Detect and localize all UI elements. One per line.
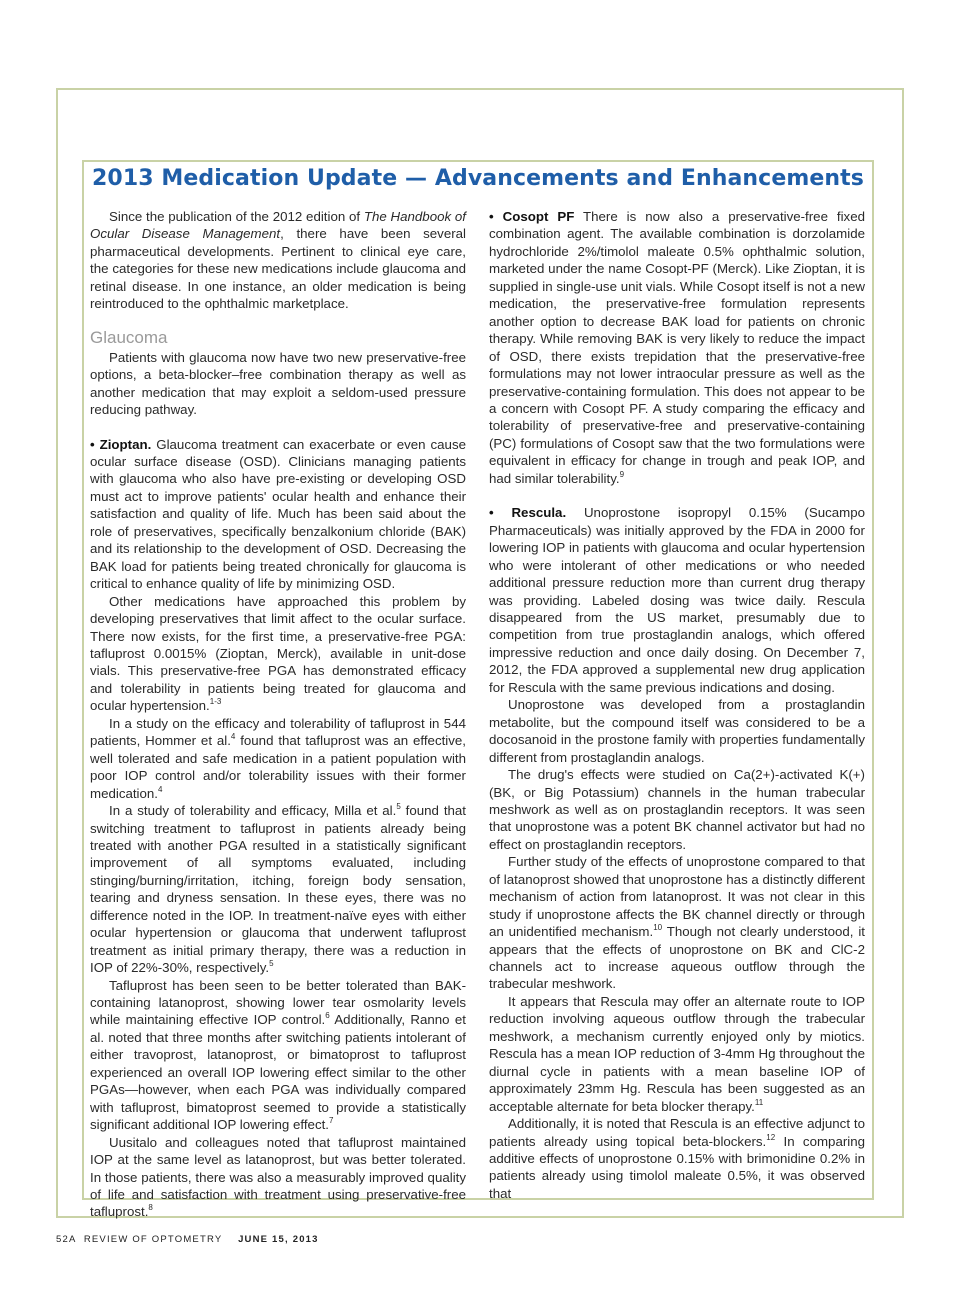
citation: 1-3 [209,697,222,707]
citation: 12 [766,1132,776,1142]
article-title: 2013 Medication Update — Advancements and Enhancements [92,166,864,191]
zioptan-paragraph-4: In a study of tolerability and efficacy, Milla et al.$^5$ found that switching treatment to tafluprost in patients already being treated with another PGA resulted in a statistically significant improvement of all symptoms evaluated, including stinging/burning/irritation, itching, foreign body sensation, tearing and dryness sensation. In these eyes, there was no difference noted in the IOP. In treatment-naïve eyes with either ocular hypertension or glaucoma that underwent tafluprost treatment as initial primary therapy, there was a reduction in IOP of 22%-30%, respectively.$^5$ [90,802,466,976]
page-number: 52A [56,1234,76,1245]
publication-name: REVIEW OF OPTOMETRY [83,1234,223,1245]
rescula-paragraph-5: It appears that Rescula may offer an alternate route to IOP reduction involving aqueous outflow through the trabecular meshwork, a mechanism currently enjoyed only by miotics. Rescula has a mean IOP reduction of 3-4mm Hg throughout the diurnal cycle in patients with a mean baseline IOP of approximately 23mm Hg. Rescula has been suggested as an acceptable alternate for beta blocker therapy.$^{11}$ [489,993,865,1114]
glaucoma-intro: Patients with glaucoma now have two new preservative-free options, a beta-blocker–free combination therapy as well as another medication that may exploit a seldom-used pressure reducing pathway. [90,349,466,418]
citation: 8 [148,1203,153,1213]
citation: 4 [230,732,236,742]
rescula-paragraph-4: Further study of the effects of unoprostone compared to that of latanoprost showed that unoprostone has a distinctly different mechanism of action from latanoprost. It was not clear in this study if unoprostone affects the BK channel directly or through an unidentified mechanism.$^{10}$ Though not clearly understood, it appears that the effects of unoprostone on BK and ClC-2 channels act to increase aqueous outflow through the trabecular meshwork. [489,854,866,992]
citation: 10 [653,923,663,933]
citation: 5 [269,959,274,969]
rescula-paragraph: • Rescula. Unoprostone isopropyl 0.15% (Sucampo Pharmaceuticals) was initially approved by the FDA in 2000 for lowering IOP in patients with glaucoma and ocular hypertension who were intolerant of other medications or who needed additional pressure reduction more than current drug therapy was providing. Labeled dosing was twice daily. Rescula disappeared from the US market, presumably due to competition from true prostaglandin analogs, which offered impressive reduction and once daily dosing. On December 7, 2012, the FDA approved a supplemental new drug application for Rescula with the same previous indications and dosing. [489,505,866,695]
citation: 9 [619,469,625,479]
rescula-paragraph-3: The drug's effects were studied on Ca(2+)-activated K(+) (BK, or Big Potassium) channels in the human trabecular meshwork as well as on prostaglandin receptors. It was seen that unoprostone was a potent BK channel activator but had no effect on prostaglandin receptors. [489,767,865,852]
cosopt-paragraph: • Cosopt PF There is now also a preservative-free fixed combination agent. The available combination is dorzolamide hydrochloride 2%/timolol maleate 0.5% ophthalmic solution, marketed under the name Cosopt-PF (Merck). Like Zioptan, it is supplied in single-use unit vials. While Cosopt itself is not a new medication, the preservative-free formulation represents another option to decrease BAK load for patients on chronic therapy. While removing BAK is very likely to reduce the impact of OSD, there exists trepidation that the preservative-free formulations may not lower intraocular pressure as well as the preservative-containing formulation. This does not appear to be a concern with Cosopt PF. A study comparing the efficacy and tolerability of preservative-free and preservative-containing (PC) formulations of Cosopt saw that the two formulations were equivalent in efficacy for change in trough and peak IOP, and had similar tolerability.$^9$ [489,209,865,486]
citation: 11 [754,1097,764,1107]
citation: 4 [158,784,163,794]
page-footer [56,1234,319,1245]
rescula-paragraph-2: Unoprostone was developed from a prostaglandin metabolite, but the compound itself was considered to be a docosanoid in the prostone family with properties fundamentally different from prostaglandin analogs. [489,697,865,765]
intro-paragraph: Since the publication of the 2012 edition of The Handbook of Ocular Disease Management, there have been several pharmaceutical developments. Pertinent to clinical eye care, the categories for these new medications include glaucoma and retinal disease. In one instance, an older medication is being reintroduced to the ophthalmic marketplace. [90,209,466,312]
cosopt-bullet: • Cosopt PF [489,209,575,224]
rescula-bullet: • Rescula. [489,505,567,521]
left-column [90,208,466,1221]
right-column [489,208,865,1202]
zioptan-paragraph-3: In a study on the efficacy and tolerability of tafluprost in 544 patients, Hommer et al.$^4$ found that tafluprost was an effective, well tolerated and safe medication in a patient population with poor IOP control and/or tolerability issues with their former medication.$^4$ [90,715,466,801]
citation: 6 [325,1011,330,1021]
citation: 5 [396,802,401,812]
zioptan-bullet: • Zioptan. [90,436,152,452]
handbook-title: The Handbook of Ocular Disease Management [90,209,466,242]
glaucoma-heading: Glaucoma [90,327,168,347]
rescula-paragraph-6: Additionally, it is noted that Rescula is an effective adjunct to patients already using topical beta-blockers.$^{12}$ In comparing additive effects of unoprostone 0.15% with brimonidine 0.2% in patients already using timolol maleate 0.5%, it was observed that [489,1116,866,1201]
citation: 7 [329,1116,334,1126]
article-box [82,160,874,1220]
zioptan-paragraph-6: Uusitalo and colleagues noted that tafluprost maintained IOP at the same level as latanoprost, but was better tolerated. In those patients, there was also a measurably improved quality of life and satisfaction with treatment using preservative-free tafluprost.$^8$ [90,1134,466,1220]
zioptan-paragraph: • Zioptan. Glaucoma treatment can exacerbate or even cause ocular surface disease (OSD). Clinicians managing patients with glaucoma who also have pre-existing or developing OSD must act to improve patients' ocular health and enhance their satisfaction and quality of life. Much has been said about the role of preservatives, specifically benzalkonium chloride (BAK) and its relationship to the development of OSD. Decreasing the BAK load for patients being treated chronically for glaucoma is critical to enhance quality of life by minimizing OSD. [90,436,466,592]
zioptan-paragraph-2: Other medications have approached this problem by developing preservatives that limit affect to the ocular surface. There now exists, for the first time, a preservative-free PGA: tafluprost 0.0015% (Zioptan, Merck), available in unit-dose vials. This preservative-free PGA has demonstrated efficacy and tolerability in patients being treated for glaucoma and ocular hypertension.$^{1-3}$ [90,593,466,714]
issue-date: JUNE 15, 2013 [238,1234,319,1245]
zioptan-paragraph-5: Tafluprost has been seen to be better tolerated than BAK-containing latanoprost, showing lower tear osmolarity levels while maintaining effective IOP control.$^6$ Additionally, Ranno et al. noted that three months after switching patients intolerant of either travoprost, latanoprost, or bimatoprost to tafluprost experienced an overall IOP lowering effect similar to the other PGAs—however, when each PGA was individually compared with tafluprost, bimatoprost seemed to provide a statistically significant additional IOP lowering effect.$^7$ [90,977,466,1133]
